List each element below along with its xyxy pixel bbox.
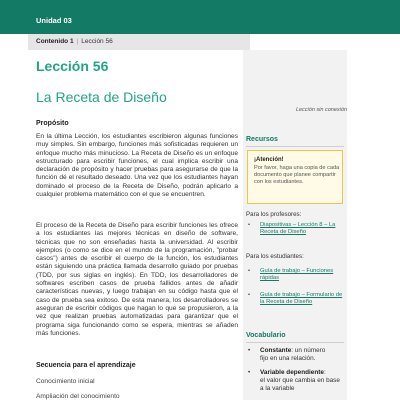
student-worksheet-link-2-text[interactable]: Guía de trabajo – Formulario de la Receta de Diseño [260, 292, 343, 306]
offline-lesson-label: Lección sin conexión [295, 107, 347, 113]
vocabulary-divider [246, 342, 344, 343]
top-header [0, 0, 400, 34]
teachers-label: Para los profesores: [246, 211, 302, 218]
student-worksheet-link-2[interactable] [246, 292, 344, 306]
alert-text: Por favor, haga una copia de cada documento que planee compartir con los estudiantes. [254, 165, 340, 185]
vocab-definition-start: : un número [291, 347, 326, 354]
vocab-term: Variable dependiente [260, 369, 324, 376]
bullet: • [248, 268, 251, 274]
attention-alert [247, 150, 343, 204]
unit-label: Unidad 03 [36, 16, 72, 25]
teacher-slides-link[interactable] [246, 222, 344, 236]
student-worksheet-link-1-text[interactable]: Guía de trabajo – Funciones rápidas [260, 268, 334, 282]
bullet: • [248, 222, 251, 228]
vocabulary-heading: Vocabulario [246, 332, 286, 339]
breadcrumb-separator: | [76, 38, 79, 45]
page-title: Lección 56 [36, 58, 109, 74]
resources-divider [246, 146, 344, 147]
bullet: • [248, 369, 251, 376]
purpose-paragraph-1: En la última Lección, los estudiantes escribieron algunas funciones muy simples. Sin embargo, funciones más sofisticadas requieren un enfoque mucho más minucioso. La Receta de Diseño es un enfoque estructurado para escribir funciones, el cual implica escribir una declaración de propósito y hacer pruebas para asegurarse de que la función dé el resultado deseado. Una vez que los estudiantes hayan dominado el proceso de la Receta de Diseño, podrán aplicarlo a cualquier problema matemático con el que se encuentren. [36, 133, 238, 199]
purpose-paragraph-2: El proceso de la Receta de Diseño para escribir funciones les ofrece a los estudiantes las mejores técnicas en diseño de software, técnicas que no son enseñadas hasta la universidad. Al escribir ejemplos (o como se dice en el mundo de la programación, "probar casos") antes de escribir el cuerpo de la función, los estudiantes están siguiendo una práctica llamada desarrollo guiado por pruebas (TDD, por sus siglas en inglés). En TDD, los desarrolladores de softwares escriben casos de prueba fallidos antes de añadir características nuevas, y luego trabajan en su código hasta que el caso de prueba sea exitoso. De esta manera, los desarrolladores se aseguran de escribir códigos que hagan lo que se propusieron, a la vez que realizan pruebas automatizadas para garantizar que el programa siga funcionando como se espera, mientras se añaden más funciones. [36, 222, 238, 337]
vocab-term-line [246, 347, 344, 355]
breadcrumb-lesson: Lección 56 [81, 38, 113, 45]
bullet: • [248, 347, 251, 354]
vocab-definition-start: : [323, 369, 326, 376]
purpose-heading: Propósito [36, 120, 69, 127]
bullet: • [248, 292, 251, 298]
sequence-item[interactable]: Ampliación del conocimiento [36, 393, 120, 400]
vocab-term-line [246, 369, 344, 377]
vocab-item [246, 369, 344, 393]
vocab-definition: fijo en una relación. [260, 355, 316, 362]
teacher-slides-link-text[interactable]: Diapositivas – Lección 8 – La Receta de Diseño [260, 222, 336, 236]
vocab-term: Constante [260, 347, 292, 354]
breadcrumb [28, 34, 250, 50]
breadcrumb-text [36, 38, 113, 45]
vocab-item [246, 347, 344, 363]
sequence-item[interactable]: Conocimiento inicial [36, 378, 95, 385]
vocab-definition: el valor que cambia en base a la variable [260, 377, 340, 392]
page-subtitle: La Receta de Diseño [36, 89, 167, 105]
students-label: Para los estudiantes: [246, 253, 304, 260]
sequence-heading: Secuencia para el aprendizaje [36, 362, 136, 369]
resources-heading: Recursos [246, 136, 278, 143]
student-worksheet-link-1[interactable] [246, 268, 344, 282]
breadcrumb-content-link[interactable]: Contenido 1 [36, 38, 74, 45]
alert-title: ¡Atención! [254, 157, 284, 163]
